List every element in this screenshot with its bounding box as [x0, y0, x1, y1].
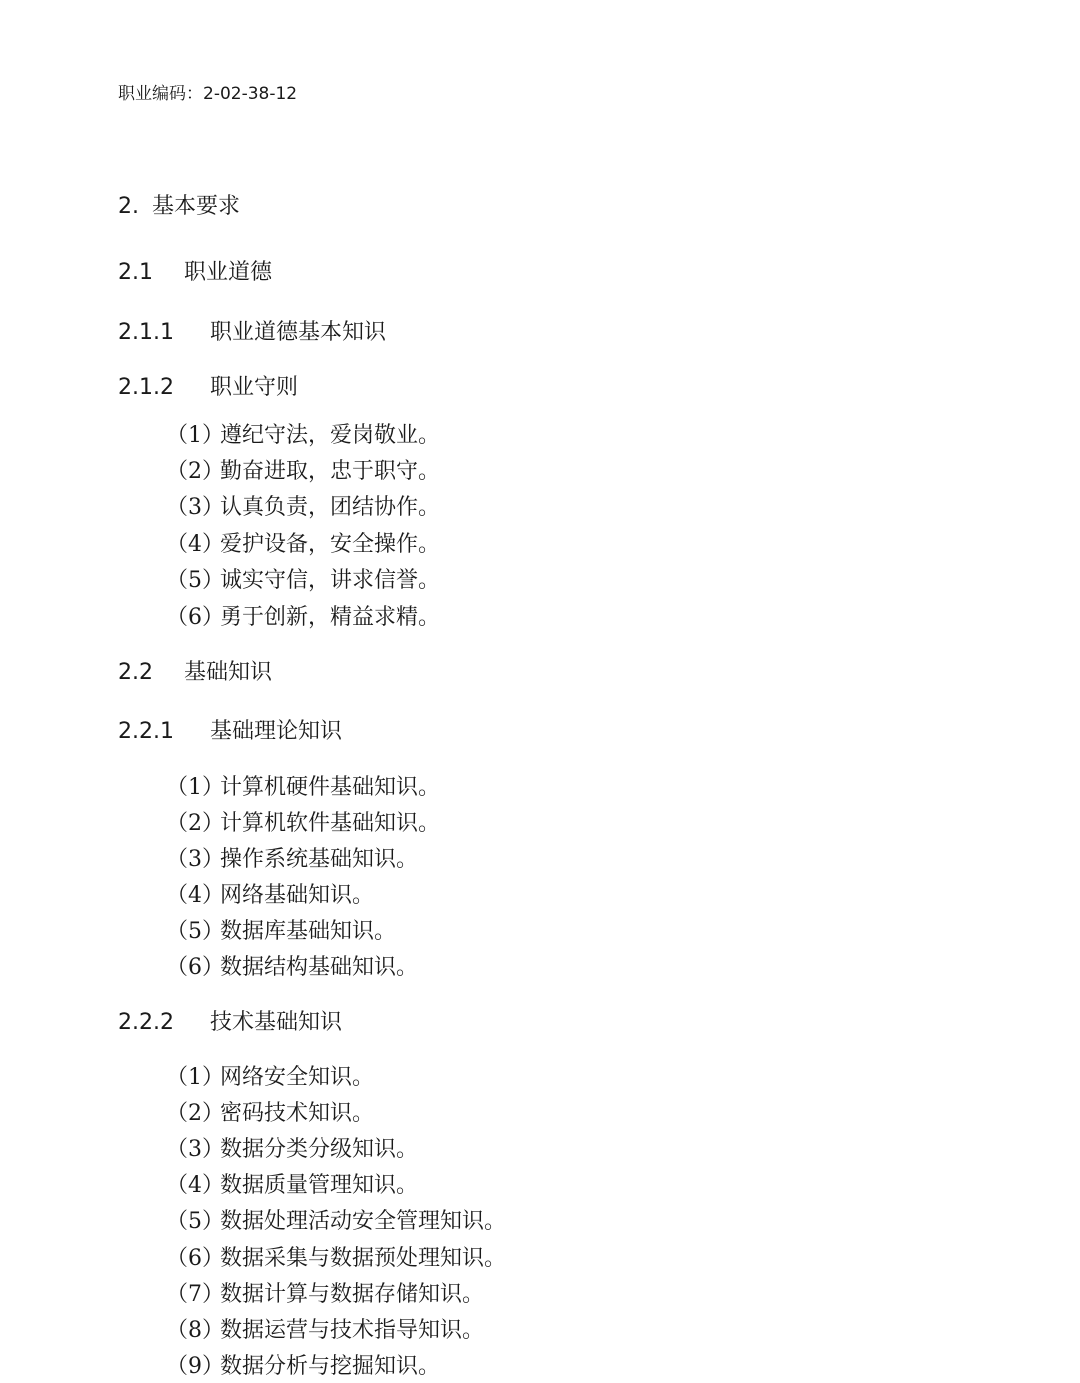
- list-item: [166, 1280, 484, 1310]
- list-item-index: （6）: [166, 1246, 224, 1271]
- list-item: [166, 845, 418, 875]
- list-item: [166, 1316, 484, 1346]
- occupation-code-label: 职业编码：: [118, 84, 203, 104]
- list-item-text: 数据处理活动安全管理知识。: [220, 1209, 507, 1234]
- list-item-index: （3）: [166, 847, 224, 872]
- list-item-index: （4）: [166, 883, 224, 908]
- occupation-code-value: 2-02-38-12: [203, 84, 298, 104]
- list-item: [166, 773, 440, 803]
- list-item-index: （5）: [166, 568, 224, 593]
- list-item-index: （3）: [166, 1137, 224, 1162]
- section-number: 2.1.2: [118, 375, 174, 400]
- list-item-index: （8）: [166, 1318, 224, 1343]
- section-title: 职业道德基本知识: [210, 320, 387, 345]
- list-item-text: 数据库基础知识。: [220, 919, 397, 944]
- section-heading-2-1-1: [118, 318, 386, 348]
- list-item: [166, 1207, 506, 1237]
- section-heading-2-2: [118, 658, 272, 688]
- section-title: 技术基础知识: [210, 1010, 343, 1035]
- list-item-text: 认真负责，团结协作。: [220, 495, 441, 520]
- section-title: 基本要求: [152, 194, 241, 219]
- section-heading-2: [118, 192, 240, 222]
- list-item-text: 计算机软件基础知识。: [220, 811, 441, 836]
- list-item-text: 数据分析与挖掘知识。: [220, 1354, 441, 1379]
- list-item-index: （7）: [166, 1282, 224, 1307]
- list-item-text: 数据分类分级知识。: [220, 1137, 419, 1162]
- section-title: 职业守则: [210, 375, 299, 400]
- list-item-index: （1）: [166, 423, 224, 448]
- list-item-text: 数据结构基础知识。: [220, 955, 419, 980]
- list-item-index: （3）: [166, 495, 224, 520]
- list-item: [166, 603, 440, 633]
- section-number: 2.: [118, 194, 139, 219]
- section-number: 2.1: [118, 260, 153, 285]
- section-title: 职业道德: [184, 260, 273, 285]
- section-heading-2-1: [118, 258, 272, 288]
- list-item: [166, 1099, 374, 1129]
- section-heading-2-1-2: [118, 373, 298, 403]
- list-item-text: 数据采集与数据预处理知识。: [220, 1246, 507, 1271]
- list-item-text: 勇于创新，精益求精。: [220, 605, 441, 630]
- list-item-index: （4）: [166, 1173, 224, 1198]
- list-item-index: （4）: [166, 532, 224, 557]
- list-item-text: 诚实守信，讲求信誉。: [220, 568, 441, 593]
- list-item-index: （9）: [166, 1354, 224, 1379]
- list-item: [166, 566, 440, 596]
- list-item-text: 操作系统基础知识。: [220, 847, 419, 872]
- list-item-text: 数据计算与数据存储知识。: [220, 1282, 485, 1307]
- section-heading-2-2-2: [118, 1008, 342, 1038]
- list-item-index: （1）: [166, 1065, 224, 1090]
- section-title: 基础知识: [184, 660, 273, 685]
- list-item: [166, 530, 440, 560]
- list-item: [166, 1135, 418, 1165]
- list-item-index: （6）: [166, 605, 224, 630]
- list-item: [166, 1063, 374, 1093]
- list-item-text: 勤奋进取，忠于职守。: [220, 459, 441, 484]
- list-item-text: 网络安全知识。: [220, 1065, 375, 1090]
- section-title: 基础理论知识: [210, 719, 343, 744]
- list-item-index: （2）: [166, 811, 224, 836]
- list-item-index: （5）: [166, 919, 224, 944]
- section-number: 2.2.1: [118, 719, 174, 744]
- list-item-index: （2）: [166, 1101, 224, 1126]
- list-item-text: 网络基础知识。: [220, 883, 375, 908]
- list-item-text: 爱护设备，安全操作。: [220, 532, 441, 557]
- list-item: [166, 809, 440, 839]
- section-heading-2-2-1: [118, 717, 342, 747]
- list-item-index: （1）: [166, 775, 224, 800]
- section-number: 2.1.1: [118, 320, 174, 345]
- list-item: [166, 881, 374, 911]
- section-number: 2.2: [118, 660, 153, 685]
- list-item: [166, 1244, 506, 1274]
- list-item-index: （6）: [166, 955, 224, 980]
- list-item-text: 数据质量管理知识。: [220, 1173, 419, 1198]
- section-number: 2.2.2: [118, 1010, 174, 1035]
- list-item: [166, 493, 440, 523]
- list-item-text: 数据运营与技术指导知识。: [220, 1318, 485, 1343]
- list-item: [166, 421, 440, 451]
- list-item: [166, 1171, 418, 1201]
- list-item-text: 密码技术知识。: [220, 1101, 375, 1126]
- occupation-code: [118, 82, 297, 106]
- list-item: [166, 1352, 440, 1382]
- list-item-text: 遵纪守法，爱岗敬业。: [220, 423, 441, 448]
- list-item: [166, 457, 440, 487]
- list-item-text: 计算机硬件基础知识。: [220, 775, 441, 800]
- list-item: [166, 917, 396, 947]
- list-item-index: （5）: [166, 1209, 224, 1234]
- list-item-index: （2）: [166, 459, 224, 484]
- list-item: [166, 953, 418, 983]
